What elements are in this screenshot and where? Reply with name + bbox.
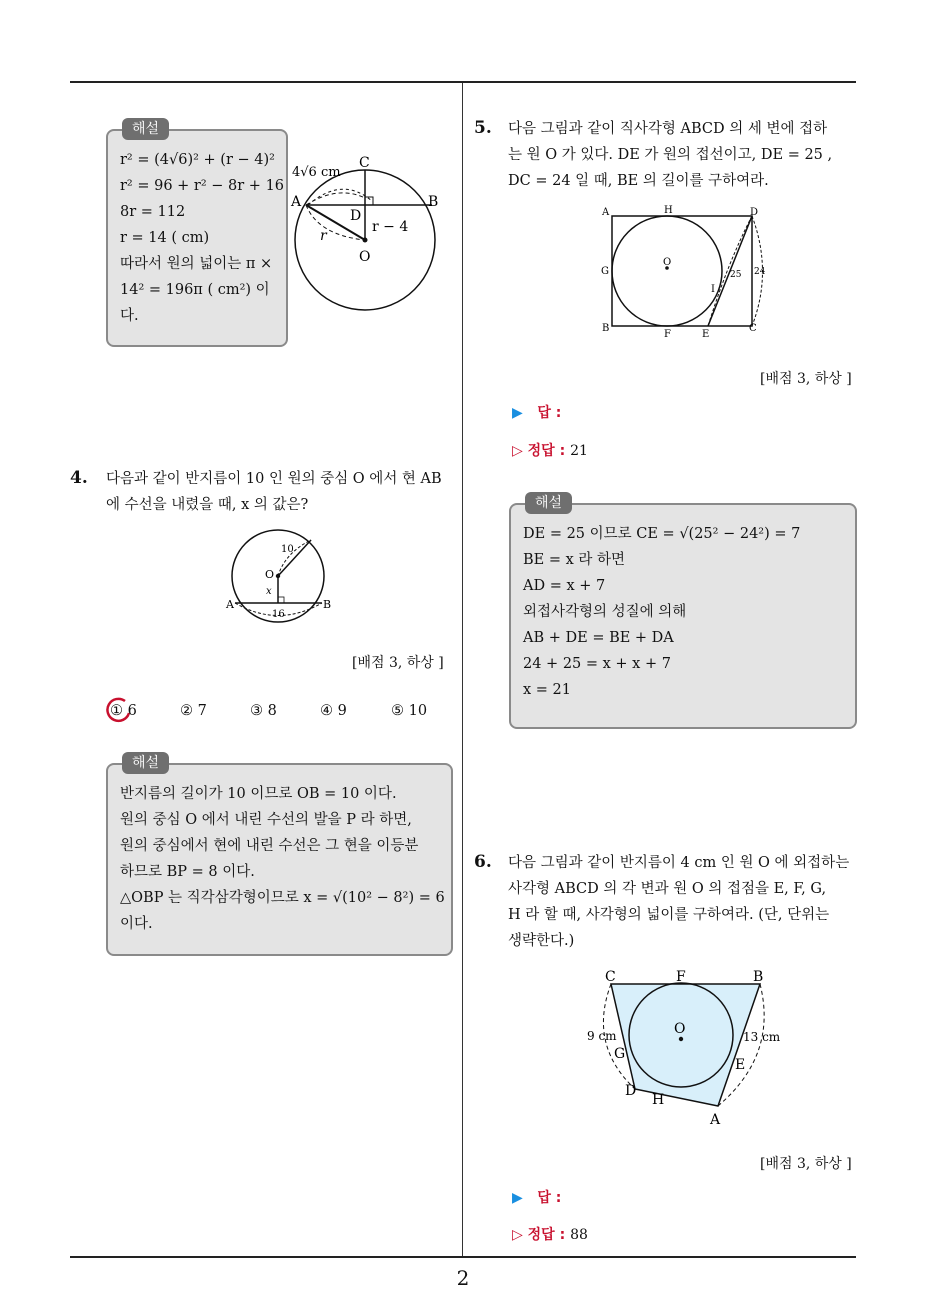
score-label: [배점 3, 하상 ] (760, 1156, 852, 1172)
solution-line: DE = 25 이므로 CE = √(25² − 24²) = 7 (523, 526, 801, 542)
column-divider (462, 83, 463, 1256)
solution-box-q3 (106, 121, 288, 347)
score-label: [배점 3, 하상 ] (760, 371, 852, 387)
figure-q6-quadrilateral (583, 965, 783, 1130)
label-chord-half: 4√6 cm (292, 165, 341, 180)
solution-line: BE = x 라 하면 (523, 552, 626, 568)
question-text-line: 는 원 O 가 있다. DE 가 원의 접선이고, DE = 25 , (508, 147, 833, 163)
solution-line: r = 14 ( cm) (120, 230, 210, 246)
page-number: 2 (456, 1266, 470, 1290)
label-A: A (710, 1112, 721, 1128)
answer-row[interactable] (512, 1187, 561, 1207)
top-rule (70, 81, 856, 83)
choice-1[interactable]: ① 6 (110, 703, 137, 719)
solution-tag: 해설 (525, 492, 572, 514)
solution-line: r² = 96 + r² − 8r + 16 (120, 178, 285, 194)
question-text-line: 생략한다.) (508, 933, 575, 949)
label-D: D (750, 207, 759, 218)
solution-line: 이다. (120, 916, 153, 932)
figure-q5-rectangle (598, 202, 773, 342)
label-O: O (663, 257, 672, 268)
solution-line: 8r = 112 (120, 204, 186, 220)
solution-line: 원의 중심 O 에서 내린 수선의 발을 P 라 하면, (120, 812, 412, 828)
label-A: A (602, 207, 610, 218)
label-E: E (702, 329, 710, 340)
question-number: 5. (474, 118, 492, 138)
choice-5[interactable]: ⑤ 10 (391, 703, 428, 719)
label-B: B (323, 598, 332, 611)
answer-label: 답 : (537, 1190, 562, 1206)
label-O: O (674, 1021, 686, 1037)
solution-line: 외접사각형의 성질에 의해 (523, 604, 687, 620)
play-icon: ▶ (512, 1190, 523, 1206)
label-H: H (664, 205, 673, 216)
play-icon: ▶ (512, 405, 523, 421)
correct-answer-row (512, 1224, 588, 1244)
label-G: G (614, 1046, 626, 1062)
solution-line: r² = (4√6)² + (r − 4)² (120, 152, 275, 168)
solution-line: 하므로 BP = 8 이다. (120, 864, 255, 880)
bottom-rule (70, 1256, 856, 1258)
answer-row[interactable] (512, 402, 561, 422)
label-r: r (320, 228, 327, 244)
label-B: B (428, 194, 439, 210)
solution-box-q4 (106, 755, 453, 956)
label-I: I (711, 284, 715, 295)
label-F: F (676, 969, 686, 985)
answer-label: 답 : (537, 405, 562, 421)
outline-triangle-icon: ▷ (512, 443, 523, 459)
correct-label: 정답 : (527, 1227, 566, 1243)
label-25: 25 (730, 270, 742, 280)
label-C: C (359, 155, 370, 171)
solution-line: △OBP 는 직각삼각형이므로 x = √(10² − 8²) = 6 (120, 890, 445, 906)
question-text-line: DC = 24 일 때, BE 의 길이를 구하여라. (508, 173, 769, 189)
solution-line: 24 + 25 = x + x + 7 (523, 656, 671, 672)
figure-q3-circle (288, 150, 458, 320)
label-A: A (226, 598, 234, 611)
solution-line: x = 21 (523, 682, 571, 698)
label-13cm: 13 cm (743, 1030, 781, 1044)
correct-value: 88 (570, 1227, 588, 1243)
label-r-minus-4: r − 4 (372, 219, 409, 235)
question-text-line: 에 수선을 내렸을 때, x 의 값은? (106, 497, 309, 513)
solution-line: 원의 중심에서 현에 내린 수선은 그 현을 이등분 (120, 838, 419, 854)
label-B: B (753, 969, 764, 985)
outline-triangle-icon: ▷ (512, 1227, 523, 1243)
question-text (508, 116, 832, 194)
label-C: C (605, 969, 616, 985)
label-E: E (735, 1057, 746, 1073)
correct-label: 정답 : (527, 443, 566, 459)
label-24: 24 (754, 267, 766, 277)
solution-line: 반지름의 길이가 10 이므로 OB = 10 이다. (120, 786, 397, 802)
solution-line: AB + DE = BE + DA (523, 630, 674, 646)
label-F: F (664, 329, 671, 340)
solution-line: 다. (120, 308, 139, 324)
label-10: 10 (281, 544, 294, 555)
question-text-line: 다음 그림과 같이 반지름이 4 cm 인 원 O 에 외접하는 (508, 855, 850, 871)
question-number: 6. (474, 852, 492, 872)
label-D: D (350, 208, 362, 224)
solution-line: 따라서 원의 넓이는 π × (120, 256, 273, 272)
choice-4[interactable]: ④ 9 (320, 703, 347, 719)
question-text-line: H 라 할 때, 사각형의 넓이를 구하여라. (단, 단위는 (508, 907, 830, 923)
label-G: G (601, 266, 609, 277)
solution-tag: 해설 (122, 118, 169, 140)
figure-q4-circle (225, 528, 335, 628)
label-C: C (749, 323, 757, 334)
label-16: 16 (272, 609, 285, 620)
label-D: D (625, 1083, 637, 1099)
correct-value: 21 (570, 443, 588, 459)
question-text-line: 사각형 ABCD 의 각 변과 원 O 의 접점을 E, F, G, (508, 881, 827, 897)
question-text (508, 850, 849, 954)
choice-2[interactable]: ② 7 (180, 703, 207, 719)
solution-line: AD = x + 7 (523, 578, 606, 594)
label-O: O (265, 568, 275, 581)
question-text-line: 다음 그림과 같이 직사각형 ABCD 의 세 변에 접하 (508, 121, 828, 137)
label-9cm: 9 cm (587, 1029, 617, 1043)
label-O: O (359, 249, 371, 265)
score-label: [배점 3, 하상 ] (352, 655, 444, 671)
solution-box-q5 (509, 495, 857, 729)
label-B: B (602, 323, 610, 334)
solution-line: 14² = 196π ( cm²) 이 (120, 282, 270, 298)
question-number: 4. (70, 468, 88, 488)
choice-3[interactable]: ③ 8 (250, 703, 277, 719)
question-text-line: 다음과 같이 반지름이 10 인 원의 중심 O 에서 현 AB (106, 471, 442, 487)
label-H: H (652, 1092, 665, 1108)
label-x: x (266, 586, 272, 597)
question-text (106, 466, 442, 518)
label-A: A (291, 194, 302, 210)
solution-tag: 해설 (122, 752, 169, 774)
correct-answer-row (512, 440, 588, 460)
